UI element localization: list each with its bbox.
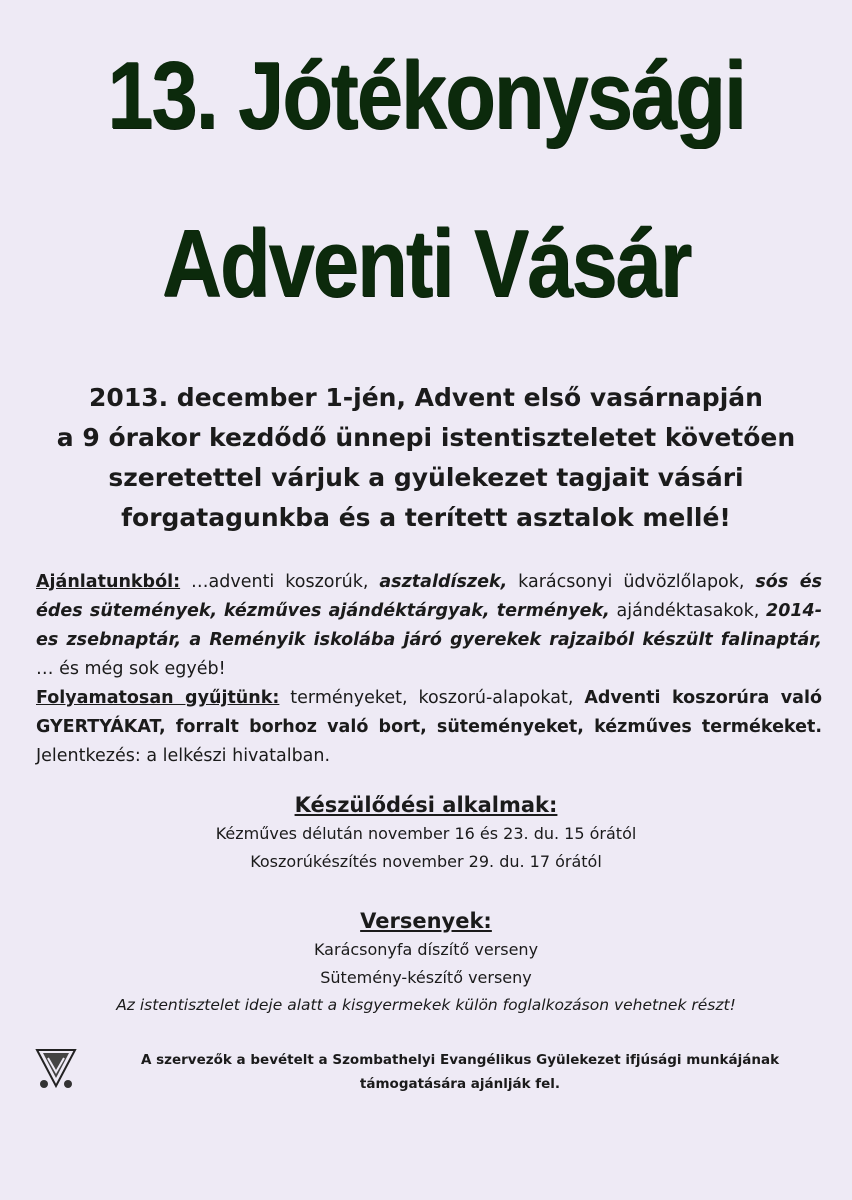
offers-text-9: … és még sok egyéb! xyxy=(36,659,226,679)
intro-line-4: forgatagunkba és a terített asztalok mellé! xyxy=(121,503,731,532)
preparation-section xyxy=(0,790,852,876)
intro-text xyxy=(40,378,812,538)
offers-text-3: karácsonyi üdvözlőlapok, xyxy=(507,572,756,592)
offers-label: Ajánlatunkból: xyxy=(36,572,181,592)
intro-line-3: szeretettel várjuk a gyülekezet tagjait vásári xyxy=(108,463,744,492)
contests-section xyxy=(0,906,852,1018)
collect-label: Folyamatosan gyűjtünk: xyxy=(36,688,280,708)
childcare-note: Az istentisztelet ideje alatt a kisgyermekek külön foglalkozáson vehetnek részt! xyxy=(116,996,736,1014)
collect-text-3: Jelentkezés: a lelkészi hivatalban. xyxy=(36,746,331,766)
offers-text-6: kézműves ajándéktárgyak, termények, xyxy=(223,601,610,621)
intro-line-2: a 9 órakor kezdődő ünnepi istentiszteletet követően xyxy=(56,423,796,452)
contests-title: Versenyek: xyxy=(360,909,492,933)
footer-line-2: támogatására ajánlják fel. xyxy=(359,1076,561,1092)
offers-text-8: 2014-es zsebnaptár, a Reményik iskolába járó gyerekek rajzaiból készült falinaptár, xyxy=(36,601,822,650)
title-line-1: 13. Jótékonysági xyxy=(107,42,745,149)
contests-line-2: Sütemény-készítő verseny xyxy=(320,968,532,987)
title-line-2: Adventi Vásár xyxy=(161,210,691,317)
preparation-line-1: Kézműves délután november 16 és 23. du. 15 órától xyxy=(215,824,637,843)
offers-paragraph xyxy=(36,568,822,771)
organizers-footer xyxy=(90,1048,830,1096)
collect-text-2: Adventi koszorúra való GYERTYÁKAT, forralt borhoz való bort, süteményeket, kézműves termékeket. xyxy=(36,688,822,737)
preparation-line-2: Koszorúkészítés november 29. du. 17 órától xyxy=(250,852,602,871)
footer-line-1: A szervezők a bevételt a Szombathelyi Evangélikus Gyülekezet ifjúsági munkájának xyxy=(140,1052,780,1068)
offers-text-1: …adventi koszorúk, xyxy=(180,572,380,592)
offers-text-4: sós és édes sütemények, xyxy=(36,572,822,621)
offers-text-5 xyxy=(217,601,224,621)
youth-emblem-icon xyxy=(34,1046,78,1090)
offers-text-7: ajándéktasakok, xyxy=(609,601,767,621)
offers-block xyxy=(36,568,822,684)
contests-line-1: Karácsonyfa díszítő verseny xyxy=(313,940,539,959)
collect-text-1: terményeket, koszorú-alapokat, xyxy=(279,688,585,708)
preparation-title: Készülődési alkalmak: xyxy=(294,793,558,817)
collect-block xyxy=(36,684,822,771)
intro-line-1: 2013. december 1-jén, Advent első vasárnapján xyxy=(89,383,763,412)
offers-text-2: asztaldíszek, xyxy=(379,572,508,592)
